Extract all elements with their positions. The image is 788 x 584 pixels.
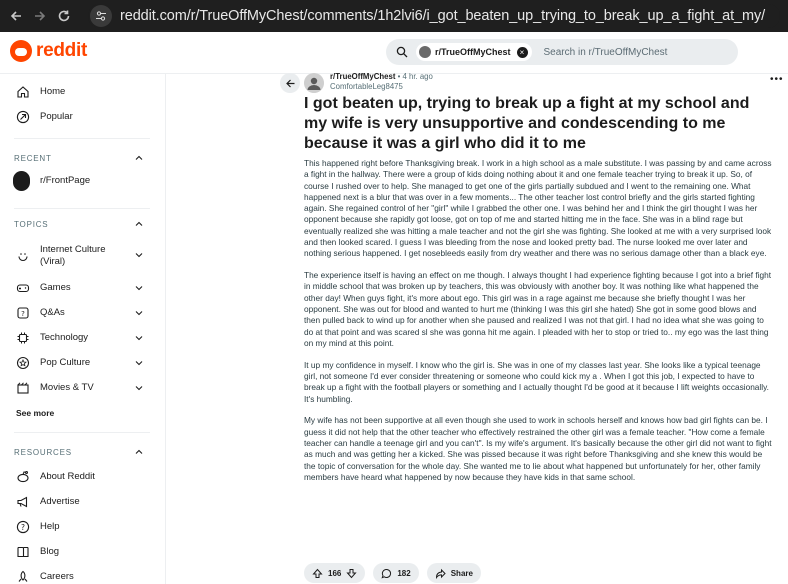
sidebar-item-help[interactable]: ? Help (16, 520, 60, 534)
logo-text: reddit (36, 40, 87, 61)
back-button[interactable] (280, 73, 300, 93)
resources-heading: RESOURCES (14, 448, 72, 457)
chevron-up-icon[interactable] (134, 219, 144, 229)
sidebar-item-home[interactable]: Home (16, 85, 65, 99)
share-button[interactable] (427, 563, 481, 583)
share-label: Share (450, 568, 473, 578)
post-body (304, 158, 774, 494)
svg-text:?: ? (21, 522, 25, 532)
chevron-down-icon[interactable] (134, 358, 144, 368)
post-paragraph: The experience itself is having an effect on me though. I always thought I had experience fighting because I got into a brief fight in middle school that was broken up by teachers, this was obviously with another boy. It was nothing like what happened the other day! When guys fight, it's more about ego. This girl was in a rage against me because she briefly thought I was her opponent. She was out for blood and wanted to hurt me (thinking I was this girl she hated) She got in some good blows and then pulled back to wind up for another when she paused and realized I was not that girl. I had no idea what she was going to do at that point and was scared sl she was gonna hit me again. I pleaded with her to stop or tried to.. my ego was the last thing on my mind at this point. (304, 270, 772, 348)
post-actions (304, 563, 489, 583)
chevron-down-icon[interactable] (134, 333, 144, 343)
site-settings-icon[interactable] (90, 5, 112, 27)
post-paragraph: This happened right before Thanksgiving break. I work in a high school as a male substitute. I was passing by and came across a fight in the hallway. There were a group of kids doing nothing about it and one female teacher trying to break it up. So, of course I rushed over to help. She managed to get one of the girls partially subdued and I went to the remaining one. What happened next is a blur that was over in a few moments... The other teacher lost control briefly and the girls started fighting again. She regained control of her "girl" while I grabbed the other one. I was behind her and I think the girl thought I was her opponent because she rapidly got loose, got on top of me and started hitting me in the face. She was in a blind rage but eventually realized she was hitting a male teacher and not the girl she was fighting. She looked at me with a very surprised look and then looked scared. I guess I was bleeding from the nose and looked pretty bad. The nurse looked me over later and nothing serious happened. I get nosebleeds easily from dry weather and there was no serious damage other than a black eye. (304, 158, 772, 259)
back-arrow-icon[interactable] (8, 8, 24, 24)
reddit-icon (16, 470, 30, 484)
url-text: reddit.com/r/TrueOffMyChest/comments/1h2lvi6/i_got_beaten_up_trying_to_break_up_a_fight_at_my/ (120, 8, 766, 24)
frontpage-icon (16, 174, 30, 188)
reddit-header (0, 32, 788, 74)
sidebar-item-frontpage[interactable]: r/FrontPage (16, 174, 90, 188)
share-icon (435, 568, 446, 579)
forward-arrow-icon[interactable] (32, 8, 48, 24)
home-icon (16, 85, 30, 99)
search-placeholder: Search in r/TrueOffMyChest (543, 46, 668, 58)
post-time: • 4 hr. ago (397, 72, 433, 81)
comment-icon (381, 568, 392, 579)
reddit-logo[interactable] (10, 40, 87, 62)
smile-icon (16, 249, 30, 263)
subreddit-link[interactable]: r/TrueOffMyChest (330, 72, 396, 81)
see-more-button[interactable]: See more (16, 408, 55, 418)
topics-heading: TOPICS (14, 220, 49, 229)
sidebar-item-internet-culture[interactable]: Internet Culture (Viral) (16, 244, 105, 268)
book-icon (16, 545, 30, 559)
post-paragraph: My wife has not been supportive at all even though she used to work in schools herself and knows how bad girl fights can be. I guess it did not help that the other teacher who effectively restrained the other girl was a female teacher. "How come a female teacher can handle a teenage girl and you can't". Is my wife's argument. It's basically because the other girl did not want to fight as much and was getting her a kicked. She was pissed because it was right before Thanksgiving and she knew this would be the topic of conversation for the whole day. She wanted me to lie about what happened but unfortunately for her, other family members have heard what happened by now because they have kids in that same school. (304, 415, 772, 482)
svg-text:?: ? (21, 310, 25, 318)
post-paragraph: It up my confidence in myself. I know who the girl is. She was in one of my classes last year. She looks like a typical teenage girl, not someone I'd ever consider threatening or someone who could kick my a . When I got this job, I expected to have to break up a fight with the football players or something and I actually thought I'd be good at it because I lift weights occasionally. It's humbling. (304, 359, 769, 404)
film-icon (16, 381, 30, 395)
vote-count: 166 (328, 568, 342, 578)
left-sidebar (0, 74, 166, 584)
reddit-logo-icon (10, 40, 32, 62)
sidebar-item-qas[interactable]: ? Q&As (16, 306, 65, 320)
gamepad-icon (16, 281, 30, 295)
post-detail (166, 74, 788, 584)
vote-pill (304, 563, 365, 583)
megaphone-icon (16, 495, 30, 509)
subreddit-filter-chip[interactable] (416, 43, 532, 61)
browser-toolbar (0, 0, 788, 32)
question-icon (16, 306, 30, 320)
sidebar-item-movies-tv[interactable]: Movies & TV (16, 381, 94, 395)
rocket-icon (16, 570, 30, 584)
sidebar-item-technology[interactable]: Technology (16, 331, 88, 345)
downvote-icon[interactable] (346, 568, 357, 579)
sidebar-item-careers[interactable]: Careers (16, 570, 74, 584)
sidebar-divider (14, 432, 150, 433)
sidebar-item-games[interactable]: Games (16, 281, 71, 295)
chevron-down-icon[interactable] (134, 383, 144, 393)
reload-icon[interactable] (56, 8, 72, 24)
chevron-up-icon[interactable] (134, 153, 144, 163)
chip-icon (16, 331, 30, 345)
star-icon (16, 356, 30, 370)
upvote-icon[interactable] (312, 568, 323, 579)
sidebar-item-about-reddit[interactable]: About Reddit (16, 470, 95, 484)
search-icon (396, 46, 408, 58)
comments-button[interactable] (373, 563, 418, 583)
sidebar-item-advertise[interactable]: Advertise (16, 495, 80, 509)
popular-icon (16, 110, 30, 124)
chevron-up-icon[interactable] (134, 447, 144, 457)
post-title: I got beaten up, trying to break up a fight at my school and my wife is very unsupportive and condescending to me because it was a girl who did it to me (304, 95, 750, 152)
subreddit-avatar (419, 46, 431, 58)
comment-count: 182 (397, 568, 411, 578)
subreddit-avatar[interactable] (304, 73, 324, 93)
search-input[interactable] (386, 39, 738, 65)
sidebar-divider (14, 208, 150, 209)
arrow-left-icon (285, 78, 296, 89)
sidebar-divider (14, 138, 150, 139)
address-bar[interactable] (88, 4, 780, 28)
chevron-down-icon[interactable] (134, 283, 144, 293)
chevron-down-icon[interactable] (134, 308, 144, 318)
chip-label: r/TrueOffMyChest (435, 47, 511, 57)
close-icon[interactable]: × (517, 47, 528, 58)
help-icon (16, 520, 30, 534)
sidebar-item-blog[interactable]: Blog (16, 545, 59, 559)
sidebar-item-popular[interactable]: Popular (16, 110, 73, 124)
more-options-icon[interactable]: ••• (770, 74, 784, 85)
post-meta (330, 72, 433, 92)
recent-heading: RECENT (14, 154, 52, 163)
sidebar-item-pop-culture[interactable]: Pop Culture (16, 356, 90, 370)
author-link[interactable]: ComfortableLeg8475 (330, 82, 403, 91)
chevron-down-icon[interactable] (134, 250, 144, 260)
